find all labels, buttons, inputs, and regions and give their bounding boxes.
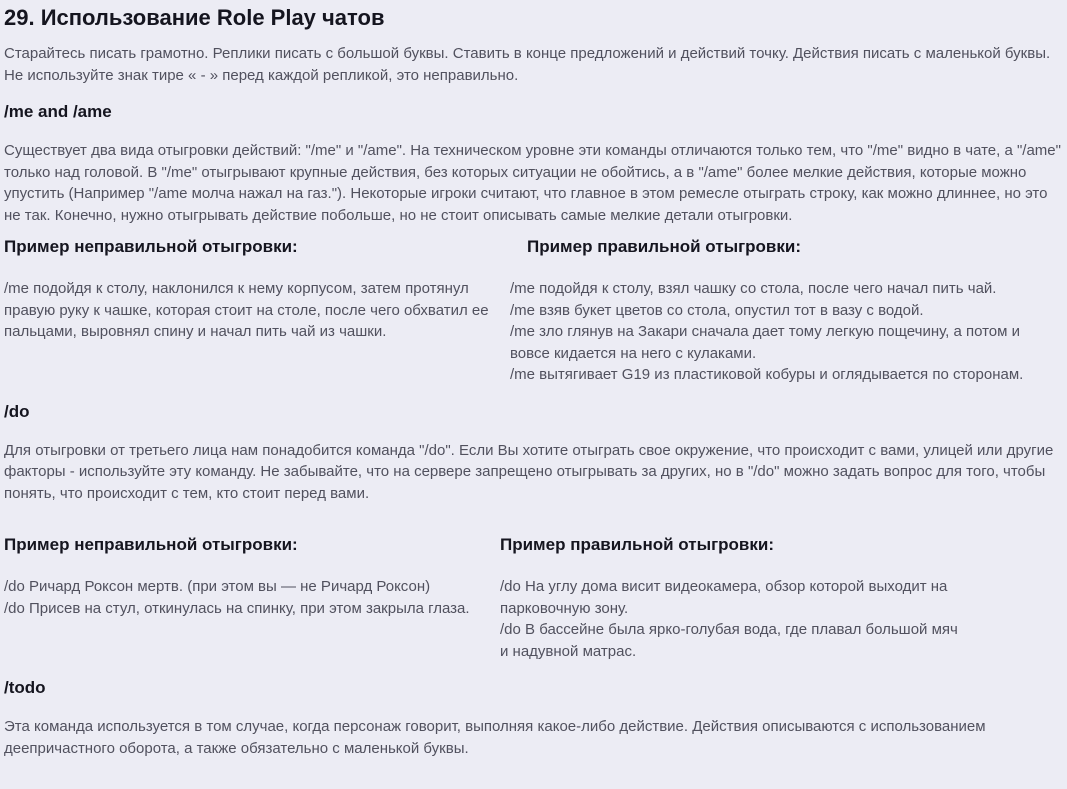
wrong-example-lines-me: [4, 278, 504, 343]
example-line: /me зло глянув на Закари сначала дает тому легкую пощечину, а потом и вовсе кидается на него с кулаками.: [510, 323, 1021, 362]
heading-me-and-ame: /me and /ame: [4, 102, 112, 121]
example-line: /me вытягивает G19 из пластиковой кобуры и оглядывается по сторонам.: [510, 366, 1024, 383]
examples-section-do: [4, 534, 1061, 662]
right-example-lines-me: [510, 278, 1061, 386]
right-example-lines-do: [500, 576, 970, 662]
right-example-header-me: Пример правильной отыгровки:: [527, 237, 802, 256]
wrong-example-lines-do: [4, 576, 500, 619]
example-line: /me подойдя к столу, взял чашку со стола, после чего начал пить чай.: [510, 280, 997, 297]
example-line: /do В бассейне была ярко-голубая вода, где плавал большой мяч и надувной матрас.: [500, 621, 958, 660]
heading-do: /do: [4, 401, 30, 421]
wrong-example-column-me: [4, 236, 504, 386]
do-paragraph: Для отыгровки от третьего лица нам понадобится команда "/do". Если Вы хотите отыграть свое окружение, что происходит с вами, улицей или другие факторы - используйте эту команду. Не забывайте, что на сервере запрещено отыгрывать за других, но в "/do" можно задать вопрос для того, чтобы понять, что происходит с тем, кто стоит перед вами.: [4, 441, 1054, 502]
examples-section-me: [4, 236, 1061, 386]
example-line: /me взяв букет цветов со стола, опустил тот в вазу с водой.: [510, 301, 924, 319]
right-example-header-do: Пример правильной отыгровки:: [500, 535, 775, 554]
example-line: /do Присев на стул, откинулась на спинку, при этом закрыла глаза.: [4, 599, 470, 617]
wrong-example-header-do: Пример неправильной отыгровки:: [4, 535, 298, 554]
heading-todo: /todo: [4, 678, 46, 697]
right-example-column-do: [500, 534, 970, 662]
me-ame-paragraph: Существует два вида отыгровки действий: "/me" и "/ame". На техническом уровне эти команды отличаются только тем, что "/me" видно в чате, а "/ame" только над головой. В "/me" отыгрывают крупные действия, без которых ситуации не обойтись, а в "/ame" более мелкие действия, которые можно упустить (Например "/ame молча нажал на газ."). Некоторые игроки считают, что главное в этом ремесле отыграть строку, как можно длиннее, но это не так. Конечно, нужно отыгрывать действие побольше, но не стоит описывать самые мелкие детали отыгровки.: [4, 142, 1061, 224]
wrong-example-header-me: Пример неправильной отыгровки:: [4, 237, 298, 256]
right-example-column-me: [510, 236, 1061, 386]
example-line: /do Ричард Роксон мертв. (при этом вы — не Ричард Роксон): [4, 578, 431, 595]
intro-paragraph: Старайтесь писать грамотно. Реплики писать с большой буквы. Ставить в конце предложений и действий точку. Действия писать с маленькой буквы. Не используйте знак тире « - » перед каждой репликой, это неправильно.: [4, 45, 1051, 84]
page-title: 29. Использование Role Play чатов: [4, 5, 385, 30]
example-line: /do На углу дома висит видеокамера, обзор которой выходит на парковочную зону.: [500, 578, 948, 617]
example-line: /me подойдя к столу, наклонился к нему корпусом, затем протянул правую руку к чашке, которая стоит на столе, после чего обхватил ее пальцами, выровнял спину и начал пить чай из чашки.: [4, 280, 489, 340]
wrong-example-column-do: [4, 534, 500, 662]
todo-paragraph: Эта команда используется в том случае, когда персонаж говорит, выполняя какое-либо действие. Действия описываются с использованием деепричастного оборота, а также обязательно с маленькой буквы.: [4, 718, 986, 757]
